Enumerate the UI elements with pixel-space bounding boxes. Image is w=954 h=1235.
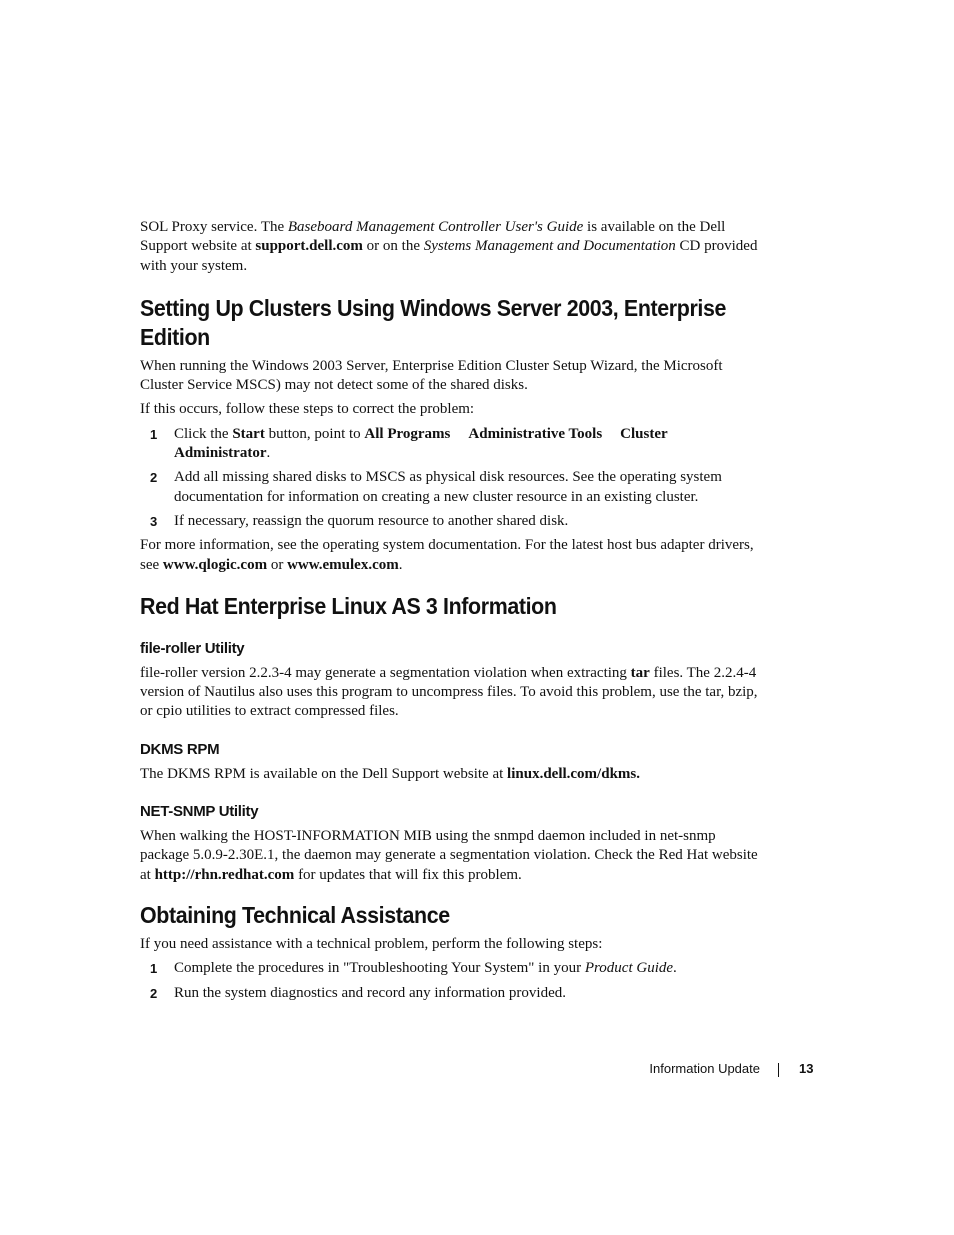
para-text: or (267, 556, 288, 573)
assistance-para: If you need assistance with a technical problem, perform the following steps: (140, 935, 603, 952)
clusters-steps (140, 425, 760, 531)
file-roller-para (140, 664, 760, 722)
step-text: If necessary, reassign the quorum resource to another shared disk. (174, 512, 569, 529)
para-text: For more information, see the operating system documentation. For the latest host bus adapter drivers, see (140, 537, 754, 573)
page-content (140, 218, 760, 1003)
assistance-steps (140, 959, 760, 1003)
list-item (140, 512, 760, 531)
page-footer (0, 1061, 954, 1081)
cluster-admin-label: Cluster Administrator (174, 425, 668, 462)
footer-divider (778, 1063, 779, 1077)
para-text: for updates that will fix this problem. (294, 866, 522, 883)
step-number: 1 (150, 426, 158, 442)
step-text: . (673, 960, 677, 977)
step-text: . (266, 445, 271, 462)
dkms-link[interactable]: linux.dell.com/dkms. (507, 765, 640, 782)
heading-redhat: Red Hat Enterprise Linux AS 3 Information (140, 592, 557, 619)
step-text: Complete the procedures in "Troubleshooting Your System" in your (174, 960, 585, 977)
list-item (140, 425, 760, 464)
clusters-para-3 (140, 536, 760, 575)
footer-title: Information Update (649, 1061, 760, 1076)
clusters-para-1: When running the Windows 2003 Server, Enterprise Edition Cluster Setup Wizard, the Microsoft Cluster Service MSCS) may not detect some of the shared disks. (140, 357, 723, 394)
all-programs-label: All Programs (364, 425, 451, 442)
para-text: files. The 2.2.4-4 version of Nautilus also uses this program to uncompress files. To avoid this problem, use the tar, bzip, or cpio utilities to extract compressed files. (140, 664, 758, 720)
step-number: 3 (150, 513, 158, 529)
dkms-para (140, 765, 760, 784)
bmc-guide-title: Baseboard Management Controller User's Guide (287, 219, 584, 235)
heading-clusters: Setting Up Clusters Using Windows Server 2003, Enterprise Edition (140, 294, 727, 350)
step-number: 1 (150, 961, 158, 977)
intro-text-4: CD provided with your system. (140, 238, 758, 274)
para-text: . (398, 556, 403, 573)
clusters-para-2: If this occurs, follow these steps to correct the problem: (140, 401, 475, 418)
step-text: button, point to (264, 425, 365, 442)
para-text: file-roller version 2.2.3-4 may generate a segmentation violation when extracting (140, 664, 631, 681)
list-item (140, 959, 760, 978)
step-text: Run the system diagnostics and record any information provided. (174, 984, 566, 1001)
heading-net-snmp: NET-SNMP Utility (140, 803, 259, 821)
step-number: 2 (150, 470, 158, 486)
redhat-link[interactable]: http://rhn.redhat.com (154, 866, 295, 883)
qlogic-link[interactable]: www.qlogic.com (162, 556, 268, 573)
intro-text-3: or on the (362, 238, 424, 255)
heading-dkms: DKMS RPM (140, 740, 220, 758)
intro-paragraph (140, 218, 760, 276)
product-guide-title: Product Guide (584, 960, 674, 977)
intro-text-1: SOL Proxy service. The (140, 219, 288, 235)
step-text: Click the (174, 425, 233, 442)
step-number: 2 (150, 985, 158, 1001)
heading-file-roller: file-roller Utility (140, 639, 245, 657)
sysmgmt-cd-title: Systems Management and Documentation (423, 238, 676, 255)
admin-tools-label: Administrative Tools (468, 425, 603, 442)
list-item (140, 468, 760, 507)
start-menu-label: Start (232, 425, 265, 442)
list-item (140, 984, 760, 1003)
emulex-link[interactable]: www.emulex.com (287, 556, 399, 573)
intro-text-2: is available on the Dell Support website at (140, 219, 726, 255)
para-text: When walking the HOST-INFORMATION MIB using the snmpd daemon included in net-snmp package 5.0.9-2.30E.1, the daemon may generate a segmentation violation. Check the Red Hat website at (140, 828, 758, 883)
page-number: 13 (799, 1061, 814, 1076)
step-text: Add all missing shared disks to MSCS as physical disk resources. See the operating system documentation for information on creating a new cluster resource in an existing cluster. (174, 469, 722, 505)
tar-command: tar (630, 664, 650, 681)
para-text: The DKMS RPM is available on the Dell Support website at (140, 765, 508, 782)
heading-assistance: Obtaining Technical Assistance (140, 901, 450, 928)
support-dell-link[interactable]: support.dell.com (255, 238, 363, 255)
net-snmp-para (140, 827, 760, 885)
